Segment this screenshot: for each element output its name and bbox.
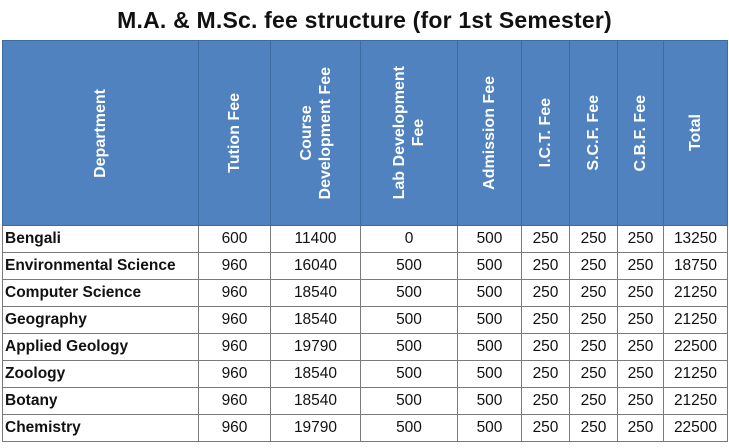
admission-fee-cell: 500 (458, 226, 522, 253)
scf-fee-cell: 250 (570, 415, 618, 442)
total-cell: 21250 (664, 307, 728, 334)
scf-fee-cell: 250 (570, 226, 618, 253)
page-title: M.A. & M.Sc. fee structure (for 1st Semester) (117, 7, 612, 33)
tuition-fee-cell: 960 (199, 280, 271, 307)
department-cell: Botany (3, 388, 199, 415)
tuition-fee-cell: 960 (199, 253, 271, 280)
department-cell: Zoology (3, 361, 199, 388)
tuition-fee-cell: 960 (199, 307, 271, 334)
table-row (3, 361, 728, 388)
table-header (3, 41, 728, 226)
fee-table (2, 40, 728, 442)
admission-fee-cell: 500 (458, 415, 522, 442)
department-cell: Applied Geology (3, 334, 199, 361)
cbf-fee-cell: 250 (618, 415, 664, 442)
total-cell: 22500 (664, 415, 728, 442)
header-total: Total (664, 41, 728, 226)
cbf-fee-cell: 250 (618, 388, 664, 415)
department-cell: Geography (3, 307, 199, 334)
table-row (3, 280, 728, 307)
scf-fee-cell: 250 (570, 361, 618, 388)
course-development-fee-cell: 19790 (271, 334, 361, 361)
table-row (3, 226, 728, 253)
cbf-fee-cell: 250 (618, 226, 664, 253)
lab-development-fee-cell: 500 (361, 307, 458, 334)
tuition-fee-cell: 960 (199, 388, 271, 415)
lab-development-fee-cell: 500 (361, 334, 458, 361)
header-row (3, 41, 728, 226)
course-development-fee-cell: 16040 (271, 253, 361, 280)
header-ict-fee: I.C.T. Fee (522, 41, 570, 226)
total-cell: 18750 (664, 253, 728, 280)
lab-development-fee-cell: 500 (361, 415, 458, 442)
total-cell: 21250 (664, 361, 728, 388)
ict-fee-cell: 250 (522, 307, 570, 334)
table-body (3, 226, 728, 442)
admission-fee-cell: 500 (458, 361, 522, 388)
scf-fee-cell: 250 (570, 334, 618, 361)
cbf-fee-cell: 250 (618, 307, 664, 334)
department-cell: Computer Science (3, 280, 199, 307)
cbf-fee-cell: 250 (618, 253, 664, 280)
ict-fee-cell: 250 (522, 280, 570, 307)
admission-fee-cell: 500 (458, 280, 522, 307)
course-development-fee-cell: 11400 (271, 226, 361, 253)
table-row (3, 388, 728, 415)
scf-fee-cell: 250 (570, 388, 618, 415)
header-tuition-fee: Tution Fee (199, 41, 271, 226)
table-row (3, 334, 728, 361)
ict-fee-cell: 250 (522, 361, 570, 388)
course-development-fee-cell: 18540 (271, 307, 361, 334)
header-lab-development-fee: Lab Development Fee (361, 41, 458, 226)
header-cbf-fee: C.B.F. Fee (618, 41, 664, 226)
admission-fee-cell: 500 (458, 307, 522, 334)
ict-fee-cell: 250 (522, 334, 570, 361)
cbf-fee-cell: 250 (618, 280, 664, 307)
total-cell: 22500 (664, 334, 728, 361)
tuition-fee-cell: 960 (199, 361, 271, 388)
total-cell: 21250 (664, 280, 728, 307)
ict-fee-cell: 250 (522, 253, 570, 280)
table-row (3, 253, 728, 280)
tuition-fee-cell: 960 (199, 415, 271, 442)
admission-fee-cell: 500 (458, 253, 522, 280)
lab-development-fee-cell: 500 (361, 361, 458, 388)
admission-fee-cell: 500 (458, 388, 522, 415)
cbf-fee-cell: 250 (618, 334, 664, 361)
lab-development-fee-cell: 500 (361, 388, 458, 415)
ict-fee-cell: 250 (522, 388, 570, 415)
admission-fee-cell: 500 (458, 334, 522, 361)
total-cell: 13250 (664, 226, 728, 253)
table-row (3, 415, 728, 442)
ict-fee-cell: 250 (522, 415, 570, 442)
header-course-development-fee: Course Development Fee (271, 41, 361, 226)
lab-development-fee-cell: 0 (361, 226, 458, 253)
lab-development-fee-cell: 500 (361, 253, 458, 280)
header-department: Department (3, 41, 199, 226)
table-row (3, 307, 728, 334)
ict-fee-cell: 250 (522, 226, 570, 253)
lab-development-fee-cell: 500 (361, 280, 458, 307)
tuition-fee-cell: 960 (199, 334, 271, 361)
course-development-fee-cell: 18540 (271, 361, 361, 388)
course-development-fee-cell: 18540 (271, 280, 361, 307)
header-scf-fee: S.C.F. Fee (570, 41, 618, 226)
total-cell: 21250 (664, 388, 728, 415)
department-cell: Chemistry (3, 415, 199, 442)
header-admission-fee: Admission Fee (458, 41, 522, 226)
department-cell: Bengali (3, 226, 199, 253)
course-development-fee-cell: 19790 (271, 415, 361, 442)
scf-fee-cell: 250 (570, 280, 618, 307)
scf-fee-cell: 250 (570, 307, 618, 334)
scf-fee-cell: 250 (570, 253, 618, 280)
cbf-fee-cell: 250 (618, 361, 664, 388)
tuition-fee-cell: 600 (199, 226, 271, 253)
course-development-fee-cell: 18540 (271, 388, 361, 415)
department-cell: Environmental Science (3, 253, 199, 280)
